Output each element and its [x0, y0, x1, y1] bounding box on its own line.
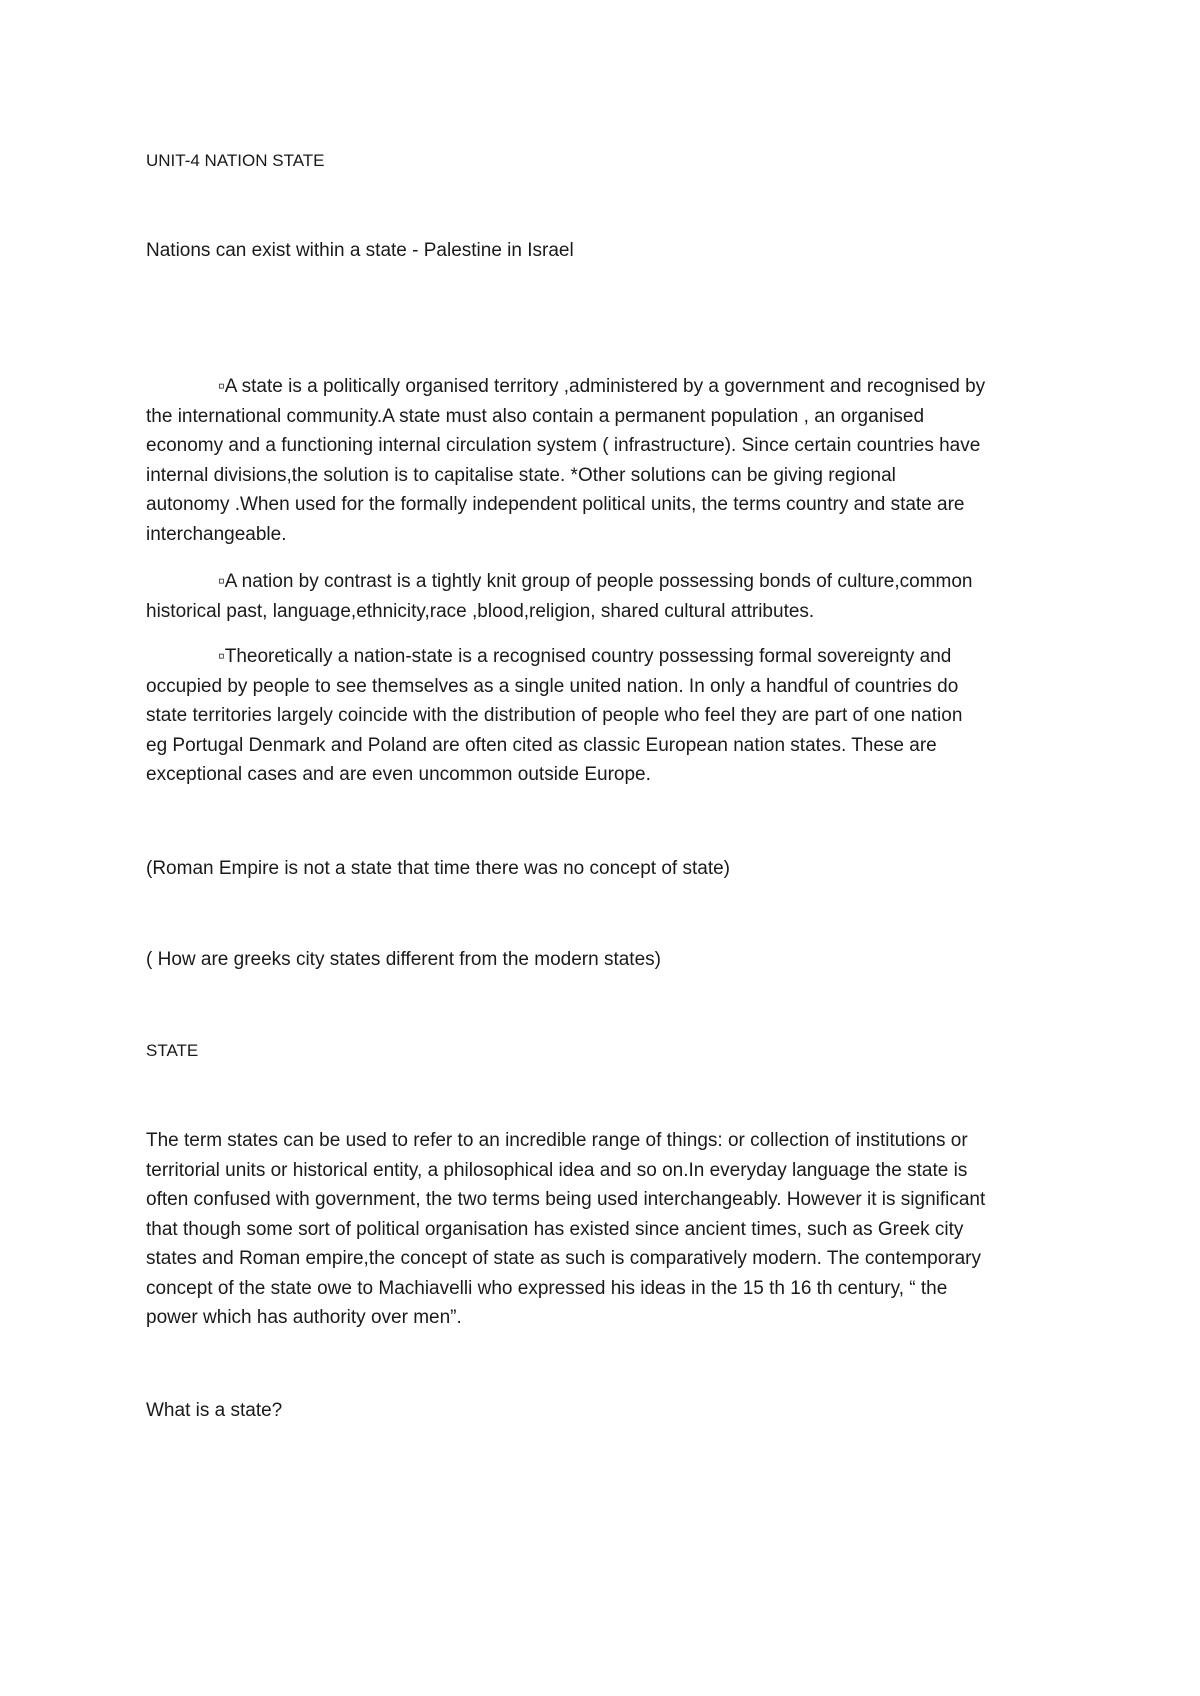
- paragraph-line: interchangeable.: [146, 523, 287, 545]
- note-roman-empire: (Roman Empire is not a state that time there was no concept of state): [146, 858, 730, 879]
- paragraph-line: the international community.A state must also contain a permanent population , an organised: [146, 405, 925, 427]
- paragraph-line: autonomy .When used for the formally independent political units, the terms country and state are: [146, 494, 965, 515]
- bullet-paragraph-nation-state: [146, 642, 1066, 790]
- state-paragraph: [146, 1126, 1066, 1333]
- paragraph-line: often confused with government, the two terms being used interchangeably. However it is significant: [146, 1189, 986, 1210]
- note-greek-city-states: ( How are greeks city states different from the modern states): [146, 949, 661, 970]
- bullet-paragraph-state: [146, 372, 1066, 549]
- question-line: What is a state?: [146, 1400, 283, 1421]
- paragraph-line: power which has authority over men”.: [146, 1307, 462, 1328]
- paragraph-line: occupied by people to see themselves as a single united nation. In only a handful of countries do: [146, 675, 959, 697]
- paragraph-line: concept of the state owe to Machiavelli who expressed his ideas in the 15 th 16 th century, “ the: [146, 1277, 948, 1299]
- paragraph-line: ▫Theoretically a nation-state is a recognised country possessing formal sovereignty and: [218, 646, 952, 667]
- paragraph-line: states and Roman empire,the concept of state as such is comparatively modern. The contemporary: [146, 1248, 982, 1269]
- paragraph-line: that though some sort of political organisation has existed since ancient times, such as Greek city: [146, 1218, 964, 1240]
- document-title: UNIT-4 NATION STATE: [146, 151, 325, 170]
- section-heading-state: STATE: [146, 1041, 199, 1060]
- paragraph-line: eg Portugal Denmark and Poland are often cited as classic European nation states. These are: [146, 734, 937, 756]
- paragraph-line: The term states can be used to refer to an incredible range of things: or collection of institutions or: [146, 1130, 968, 1151]
- paragraph-line: exceptional cases and are even uncommon outside Europe.: [146, 764, 651, 785]
- paragraph-line: ▫A state is a politically organised territory ,administered by a government and recognised by: [218, 376, 986, 397]
- paragraph-line: territorial units or historical entity, a philosophical idea and so on.In everyday language the state is: [146, 1159, 968, 1181]
- intro-line: Nations can exist within a state - Palestine in Israel: [146, 240, 574, 261]
- paragraph-line: internal divisions,the solution is to capitalise state. *Other solutions can be giving regional: [146, 464, 896, 486]
- paragraph-line: ▫A nation by contrast is a tightly knit group of people possessing bonds of culture,common: [218, 571, 973, 592]
- paragraph-line: historical past, language,ethnicity,race ,blood,religion, shared cultural attributes.: [146, 600, 815, 622]
- bullet-paragraph-nation: [146, 567, 1066, 626]
- paragraph-line: economy and a functioning internal circulation system ( infrastructure). Since certain countries have: [146, 435, 981, 456]
- paragraph-line: state territories largely coincide with the distribution of people who feel they are part of one nation: [146, 705, 963, 726]
